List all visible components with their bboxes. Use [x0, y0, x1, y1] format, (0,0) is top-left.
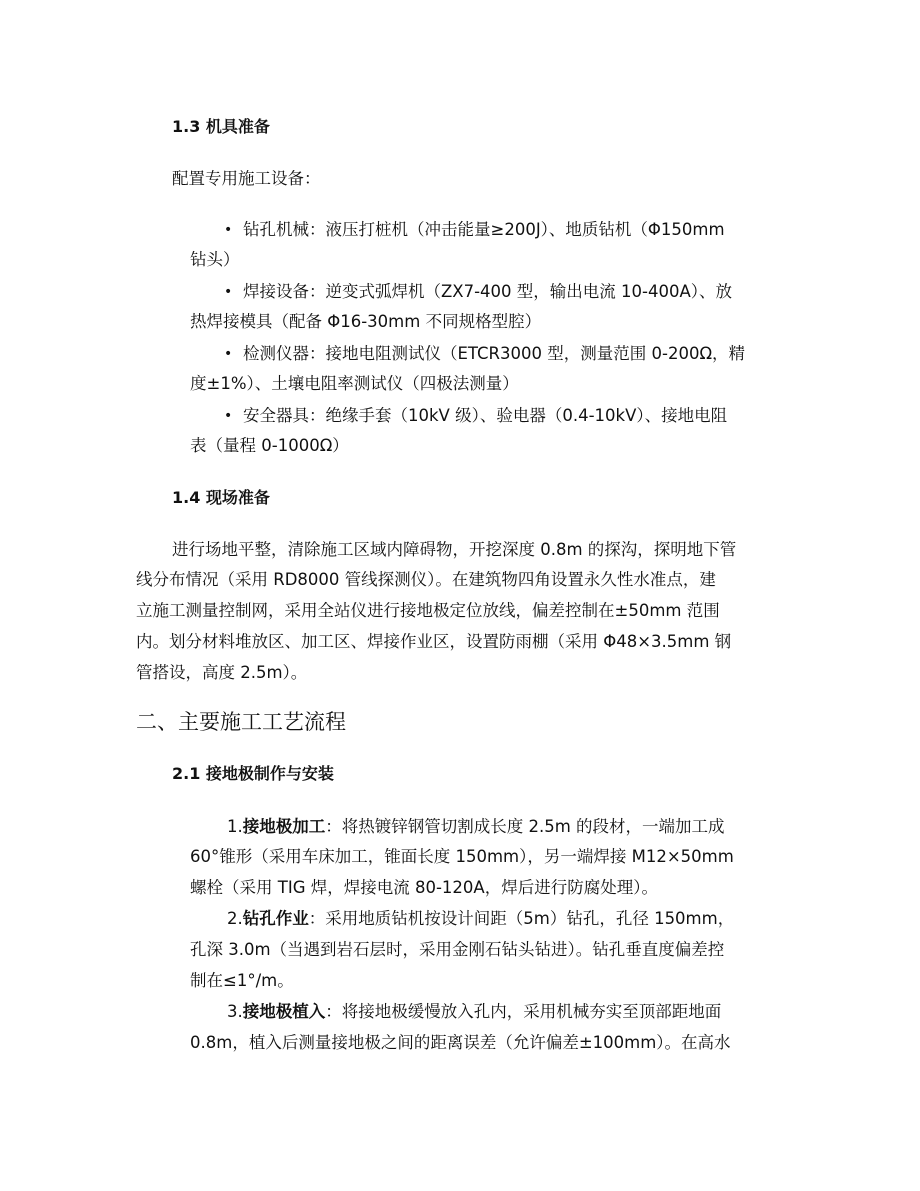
step-first-line	[227, 815, 725, 839]
paragraph-line: 进行场地平整，清除施工区域内障碍物，开挖深度 0.8m 的探沟，探明地下管	[172, 540, 737, 559]
chapter-heading: 二、主要施工工艺流程	[136, 710, 346, 734]
step-line: 0.8m，植入后测量接地极之间的距离误差（允许偏差±100mm）。在高水	[190, 1033, 731, 1052]
step-number: 1.	[227, 817, 243, 836]
bullet-icon: •	[224, 284, 233, 300]
step-line: 制在≤1°/m。	[190, 971, 294, 990]
paragraph-line: 内。划分材料堆放区、加工区、焊接作业区，设置防雨棚（采用 Φ48×3.5mm 钢	[136, 632, 732, 651]
step-number: 3.	[227, 1002, 243, 1021]
list-item-line: 钻头）	[190, 250, 240, 269]
list-item-line: 焊接设备：逆变式弧焊机（ZX7-400 型，输出电流 10-400A）、放	[243, 282, 733, 301]
step-keyword: 接地极加工	[242, 817, 326, 836]
list-item-line: 安全器具：绝缘手套（10kV 级）、验电器（0.4-10kV）、接地电阻	[243, 406, 728, 425]
list-item-line: 热焊接模具（配备 Φ16-30mm 不同规格型腔）	[190, 312, 542, 331]
bullet-icon: •	[224, 222, 233, 238]
list-item-line: 度±1%）、土壤电阻率测试仪（四极法测量）	[190, 374, 519, 393]
step-line: 60°锥形（采用车床加工，锥面长度 150mm），另一端焊接 M12×50mm	[190, 847, 734, 866]
step-text: ：将接地极缓慢放入孔内，采用机械夯实至顶部距地面	[325, 1002, 722, 1021]
paragraph-line: 线分布情况（采用 RD8000 管线探测仪）。在建筑物四角设置永久性水准点，建	[136, 570, 716, 589]
section-heading-2-1: 2.1 接地极制作与安装	[172, 764, 334, 783]
step-first-line	[227, 1000, 721, 1024]
bullet-icon: •	[224, 408, 233, 424]
list-item-line: 表（量程 0-1000Ω）	[190, 436, 349, 455]
step-keyword: 接地极植入	[242, 1002, 326, 1021]
intro-paragraph: 配置专用施工设备：	[172, 169, 321, 188]
list-item-line: 检测仪器：接地电阻测试仪（ETCR3000 型，测量范围 0-200Ω，精	[243, 344, 746, 363]
step-text: ：将热镀锌钢管切割成长度 2.5m 的段材，一端加工成	[325, 817, 725, 836]
step-first-line	[227, 907, 734, 931]
step-keyword: 钻孔作业	[242, 909, 309, 928]
paragraph-line: 管搭设，高度 2.5m）。	[136, 663, 308, 682]
section-heading-1-4: 1.4 现场准备	[172, 488, 270, 507]
step-number: 2.	[227, 909, 243, 928]
paragraph-line: 立施工测量控制网，采用全站仪进行接地极定位放线，偏差控制在±50mm 范围	[136, 601, 720, 620]
bullet-icon: •	[224, 346, 233, 362]
step-line: 孔深 3.0m（当遇到岩石层时，采用金刚石钻头钻进）。钻孔垂直度偏差控	[190, 940, 725, 959]
step-line: 螺栓（采用 TIG 焊，焊接电流 80-120A，焊后进行防腐处理）。	[190, 878, 658, 897]
list-item-line: 钻孔机械：液压打桩机（冲击能量≥200J）、地质钻机（Φ150mm	[243, 220, 725, 239]
section-heading-1-3: 1.3 机具准备	[172, 117, 270, 136]
step-text: ：采用地质钻机按设计间距（5m）钻孔，孔径 150mm，	[308, 909, 735, 928]
